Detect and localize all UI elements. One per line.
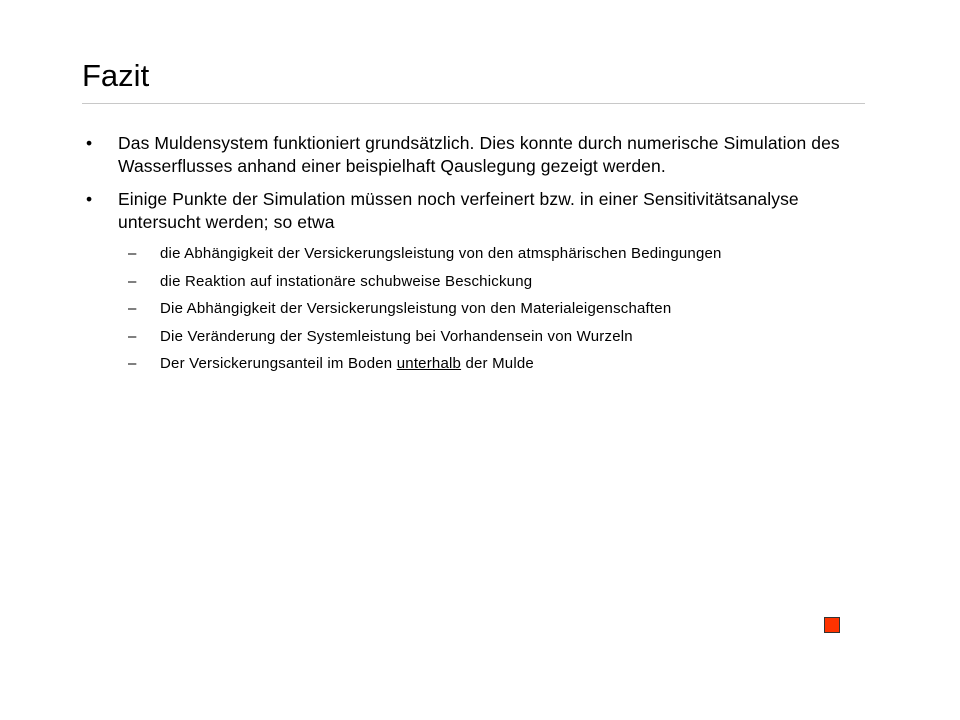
sub-item-text: die Reaktion auf instationäre schubweise Beschickung — [160, 272, 533, 290]
sub-item-text: Die Veränderung der Systemleistung bei Vorhandensein von Wurzeln — [160, 327, 633, 345]
sub-item-text-underlined: unterhalb — [396, 355, 462, 372]
bullet-marker: • — [86, 189, 93, 209]
sub-item-text-before: Der Versickerungsanteil im Boden — [160, 355, 393, 372]
dash-marker: – — [128, 327, 137, 345]
bullet-marker: • — [86, 133, 93, 153]
slide-nav-square[interactable] — [824, 617, 840, 633]
sub-item-text-after: der Mulde — [465, 355, 534, 372]
sub-item — [84, 327, 874, 346]
sub-item — [84, 354, 874, 373]
sub-list — [84, 244, 874, 373]
title-divider — [82, 103, 865, 104]
dash-marker: – — [128, 272, 137, 290]
bullet-text: Einige Punkte der Simulation müssen noch verfeinert bzw. in einer Sensitivitätsanalyse untersucht werden; so etwa — [118, 189, 799, 232]
bullet-text: Das Muldensystem funktioniert grundsätzlich. Dies konnte durch numerische Simulation des Wasserflusses anhand einer beispielhaft Qauslegung gezeigt werden. — [118, 133, 840, 176]
sub-item-text: die Abhängigkeit der Versickerungsleistung von den atmsphärischen Bedingungen — [160, 245, 722, 262]
sub-item — [84, 244, 874, 263]
dash-marker: – — [128, 245, 137, 262]
dash-marker: – — [128, 355, 137, 372]
sub-item — [84, 299, 874, 318]
bullet-item — [84, 188, 874, 234]
dash-marker: – — [128, 300, 137, 317]
sub-item — [84, 272, 874, 291]
slide-title: Fazit — [82, 58, 150, 93]
sub-item-text: Die Abhängigkeit der Versickerungsleistung von den Materialeigenschaften — [160, 300, 672, 317]
slide-content — [84, 132, 874, 382]
bullet-item — [84, 132, 874, 178]
